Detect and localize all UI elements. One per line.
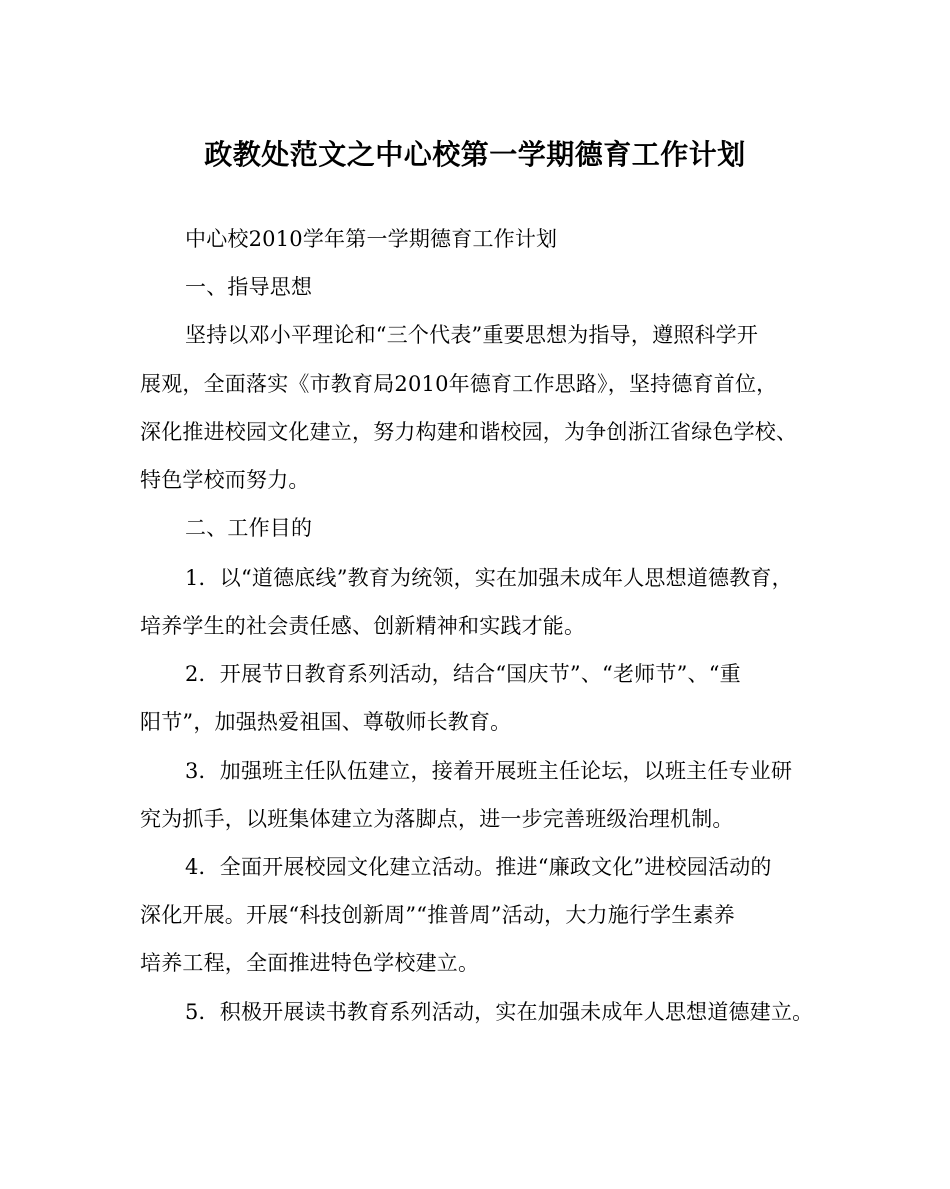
paragraph-line: 坚持以邓小平理论和“三个代表”重要思想为指导，遵照科学开 bbox=[185, 323, 759, 347]
list-item-line: 深化开展。开展“科技创新周”“推普周”活动，大力施行学生素养 bbox=[140, 903, 735, 927]
subtitle-line: 中心校2010学年第一学期德育工作计划 bbox=[185, 227, 558, 251]
section-heading-guiding-ideology: 一、指导思想 bbox=[185, 275, 313, 299]
paragraph-line: 展观，全面落实《市教育局2010年德育工作思路》，坚持德育首位， bbox=[140, 372, 778, 396]
document-title: 政教处范文之中心校第一学期德育工作计划 bbox=[204, 138, 746, 171]
list-item-line: 培养工程，全面推进特色学校建立。 bbox=[140, 951, 480, 975]
list-item-line: 5．积极开展读书教育系列活动，实在加强未成年人思想道德建立。 bbox=[185, 1000, 814, 1024]
list-item-line: 培养学生的社会责任感、创新精神和实践才能。 bbox=[140, 614, 586, 638]
list-item-line: 2．开展节日教育系列活动，结合“国庆节”、“老师节”、“重 bbox=[185, 662, 741, 686]
paragraph-line: 深化推进校园文化建立，努力构建和谐校园，为争创浙江省绿色学校、 bbox=[140, 420, 798, 444]
list-item-line: 1．以“道德底线”教育为统领，实在加强未成年人思想道德教育， bbox=[185, 566, 793, 590]
list-item-line: 阳节”，加强热爱祖国、尊敬师长教育。 bbox=[140, 710, 512, 734]
list-item-line: 究为抓手，以班集体建立为落脚点，进一步完善班级治理机制。 bbox=[140, 807, 734, 831]
section-heading-work-goals: 二、工作目的 bbox=[185, 516, 313, 540]
paragraph-line: 特色学校而努力。 bbox=[140, 468, 310, 492]
list-item-line: 4．全面开展校园文化建立活动。推进“廉政文化”进校园活动的 bbox=[185, 855, 772, 879]
list-item-line: 3．加强班主任队伍建立，接着开展班主任论坛，以班主任专业研 bbox=[185, 759, 793, 783]
